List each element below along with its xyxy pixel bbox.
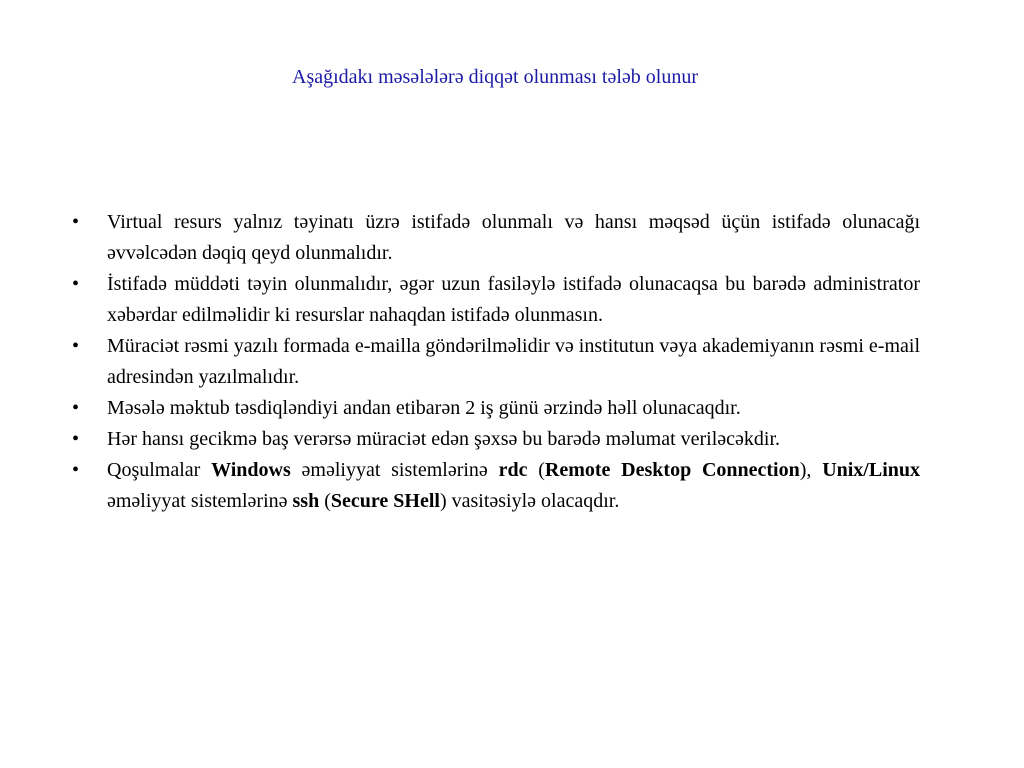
bullet-icon: • [72, 273, 80, 295]
bullet-text: Müraciət rəsmi yazılı formada e-mailla göndərilməlidir və institutun vəya akademiyanın rəsmi e-mail adresindən yazılmalıdır. [107, 335, 920, 388]
bullet-text: Hər hansı gecikmə baş verərsə müraciət edən şəxsə bu barədə məlumat veriləcəkdir. [107, 428, 781, 450]
text-segment: ), [799, 459, 823, 481]
text-segment: Qoşulmalar [107, 459, 212, 481]
bullet-item-resource-purpose [72, 207, 920, 269]
bullet-text: Məsələ məktub təsdiqləndiyi andan etibarən 2 iş günü ərzində həll olunacaqdır. [107, 397, 741, 419]
text-segment: ( [319, 490, 331, 512]
bullet-text [107, 459, 920, 512]
windows-label: Windows [211, 459, 291, 481]
bullet-item-resolution-time [72, 393, 920, 424]
bullet-icon: • [72, 211, 80, 233]
bullet-icon: • [72, 335, 80, 357]
bullet-item-delay-notice [72, 424, 920, 455]
bullet-item-connection-methods [72, 455, 920, 517]
ssh-label: ssh [292, 490, 320, 512]
secure-shell-label: Secure SHell [330, 490, 440, 512]
bullet-item-official-request [72, 331, 920, 393]
text-segment: ( [527, 459, 545, 481]
text-segment: əməliyyat sistemlərinə [290, 459, 499, 481]
bullet-text: İstifadə müddəti təyin olunmalıdır, əgər uzun fasiləylə istifadə olunacaqsa bu barədə administrator xəbərdar edilməlidir ki resurslar nahaqdan istifadə olunmasın. [107, 273, 920, 326]
remote-desktop-connection-label: Remote Desktop Connection [544, 459, 800, 481]
bullet-text: Virtual resurs yalnız təyinatı üzrə istifadə olunmalı və hansı məqsəd üçün istifadə olunacağı əvvəlcədən dəqiq qeyd olunmalıdır. [107, 211, 920, 264]
slide-title: Aşağıdakı məsələlərə diqqət olunması tələb olunur [292, 66, 698, 88]
bullet-item-usage-duration [72, 269, 920, 331]
rdc-label: rdc [498, 459, 528, 481]
bullet-icon: • [72, 459, 80, 481]
bullet-list [72, 207, 920, 517]
bullet-icon: • [72, 428, 80, 450]
text-segment: əməliyyat sistemlərinə [107, 490, 293, 512]
text-segment: ) vasitəsiylə olacaqdır. [439, 490, 620, 512]
bullet-icon: • [72, 397, 80, 419]
unix-linux-label: Unix/Linux [822, 459, 921, 481]
